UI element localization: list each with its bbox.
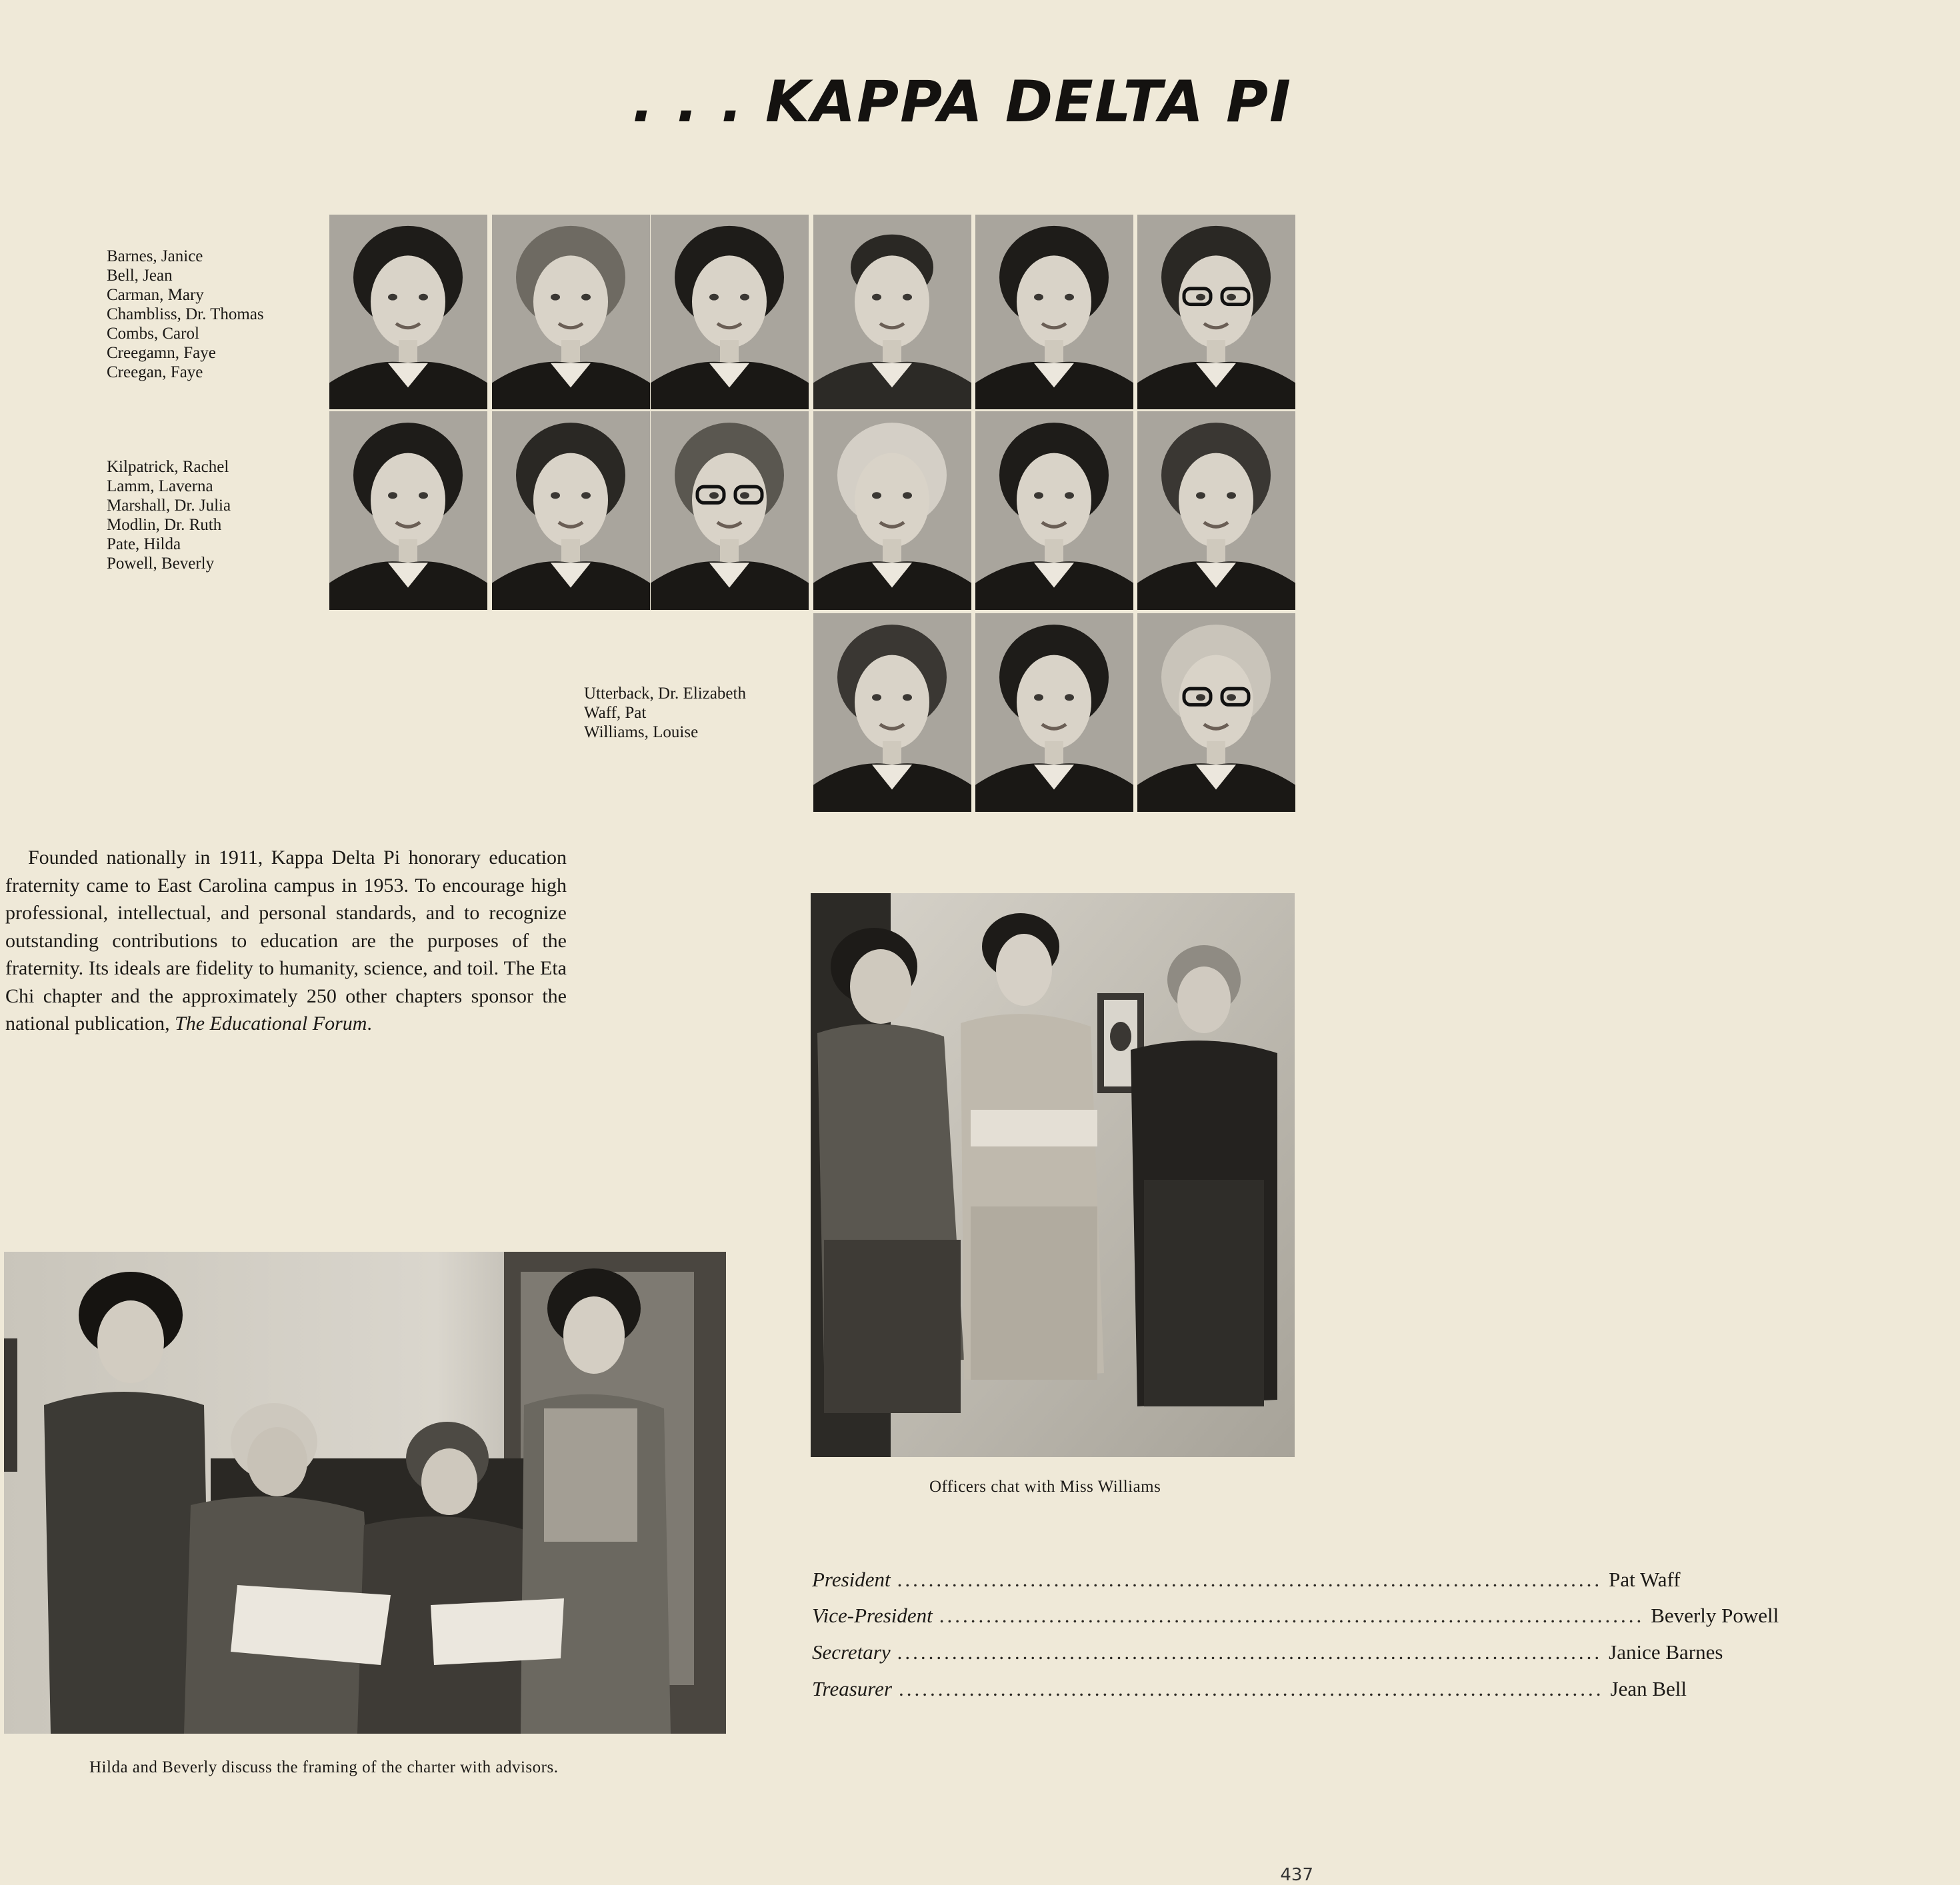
officer-name: Jean Bell — [1610, 1677, 1687, 1700]
portrait-photo — [651, 215, 809, 409]
name-entry: Pate, Hilda — [107, 535, 181, 553]
charter-group-photo — [4, 1252, 726, 1734]
name-entry: Modlin, Dr. Ruth — [107, 516, 222, 534]
portrait-photo — [975, 613, 1133, 812]
portrait-photo — [813, 215, 971, 409]
name-list-row-3 — [584, 684, 746, 742]
name-entry: Combs, Carol — [107, 325, 199, 343]
portrait-photo — [1137, 411, 1295, 610]
charter-photo-caption: Hilda and Beverly discuss the framing of the charter with advisors. — [89, 1758, 559, 1776]
officers-group-photo — [811, 893, 1295, 1457]
officer-name: Beverly Powell — [1651, 1604, 1779, 1627]
officer-row-vice-president — [812, 1604, 1779, 1630]
officer-role: President — [812, 1568, 891, 1591]
name-entry: Waff, Pat — [584, 704, 647, 722]
officer-role: Vice-President — [812, 1604, 933, 1627]
portrait-photo — [492, 215, 650, 409]
name-entry: Kilpatrick, Rachel — [107, 458, 229, 476]
officer-role: Treasurer — [812, 1677, 893, 1700]
portrait-photo — [1137, 215, 1295, 409]
officer-row-secretary — [812, 1640, 1723, 1667]
officer-name: Pat Waff — [1609, 1568, 1681, 1591]
portrait-photo — [651, 411, 809, 610]
name-entry: Creegan, Faye — [107, 363, 203, 381]
leader-dots: .......................................................................................... — [897, 1568, 1603, 1591]
body-paragraph — [5, 844, 567, 1038]
name-entry: Williams, Louise — [584, 723, 699, 741]
name-entry: Lamm, Laverna — [107, 477, 213, 495]
leader-dots: .......................................................................................... — [897, 1640, 1603, 1664]
officer-name: Janice Barnes — [1609, 1640, 1723, 1664]
name-list-row-1 — [107, 247, 264, 382]
officer-role: Secretary — [812, 1640, 891, 1664]
page-title: . . . KAPPA DELTA PI — [632, 69, 1292, 135]
portrait-photo — [813, 411, 971, 610]
officer-row-president — [812, 1568, 1681, 1594]
portrait-photo — [329, 411, 487, 610]
body-text-end: . — [367, 1012, 372, 1034]
name-entry: Marshall, Dr. Julia — [107, 497, 231, 515]
name-list-row-2 — [107, 457, 231, 573]
body-text: Founded nationally in 1911, Kappa Delta Pi honorary education fraternity came to East Carolina campus in 1953. To encourage high professional, intellectual, and personal standards, and to recognize outstanding contributions to education are the purposes of the fraternity. Its ideals are fidelity to humanity, science, and toil. The Eta Chi chapter and the approximately 250 other chapters sponsor the national publication, — [5, 847, 567, 1034]
page-number: 437 — [1280, 1865, 1313, 1885]
officer-row-treasurer — [812, 1677, 1687, 1704]
portrait-photo — [1137, 613, 1295, 812]
leader-dots: .......................................................................................... — [939, 1604, 1645, 1627]
name-entry: Powell, Beverly — [107, 555, 215, 573]
portrait-photo — [975, 215, 1133, 409]
portrait-photo — [492, 411, 650, 610]
publication-title: The Educational Forum — [175, 1012, 367, 1034]
name-entry: Bell, Jean — [107, 267, 173, 285]
officers-photo-caption: Officers chat with Miss Williams — [929, 1478, 1161, 1496]
name-entry: Carman, Mary — [107, 286, 204, 304]
name-entry: Creegamn, Faye — [107, 344, 216, 362]
name-entry: Chambliss, Dr. Thomas — [107, 305, 264, 323]
name-entry: Barnes, Janice — [107, 247, 203, 265]
name-entry: Utterback, Dr. Elizabeth — [584, 685, 746, 703]
portrait-photo — [329, 215, 487, 409]
portrait-photo — [975, 411, 1133, 610]
leader-dots: .......................................................................................... — [899, 1677, 1604, 1700]
portrait-photo — [813, 613, 971, 812]
